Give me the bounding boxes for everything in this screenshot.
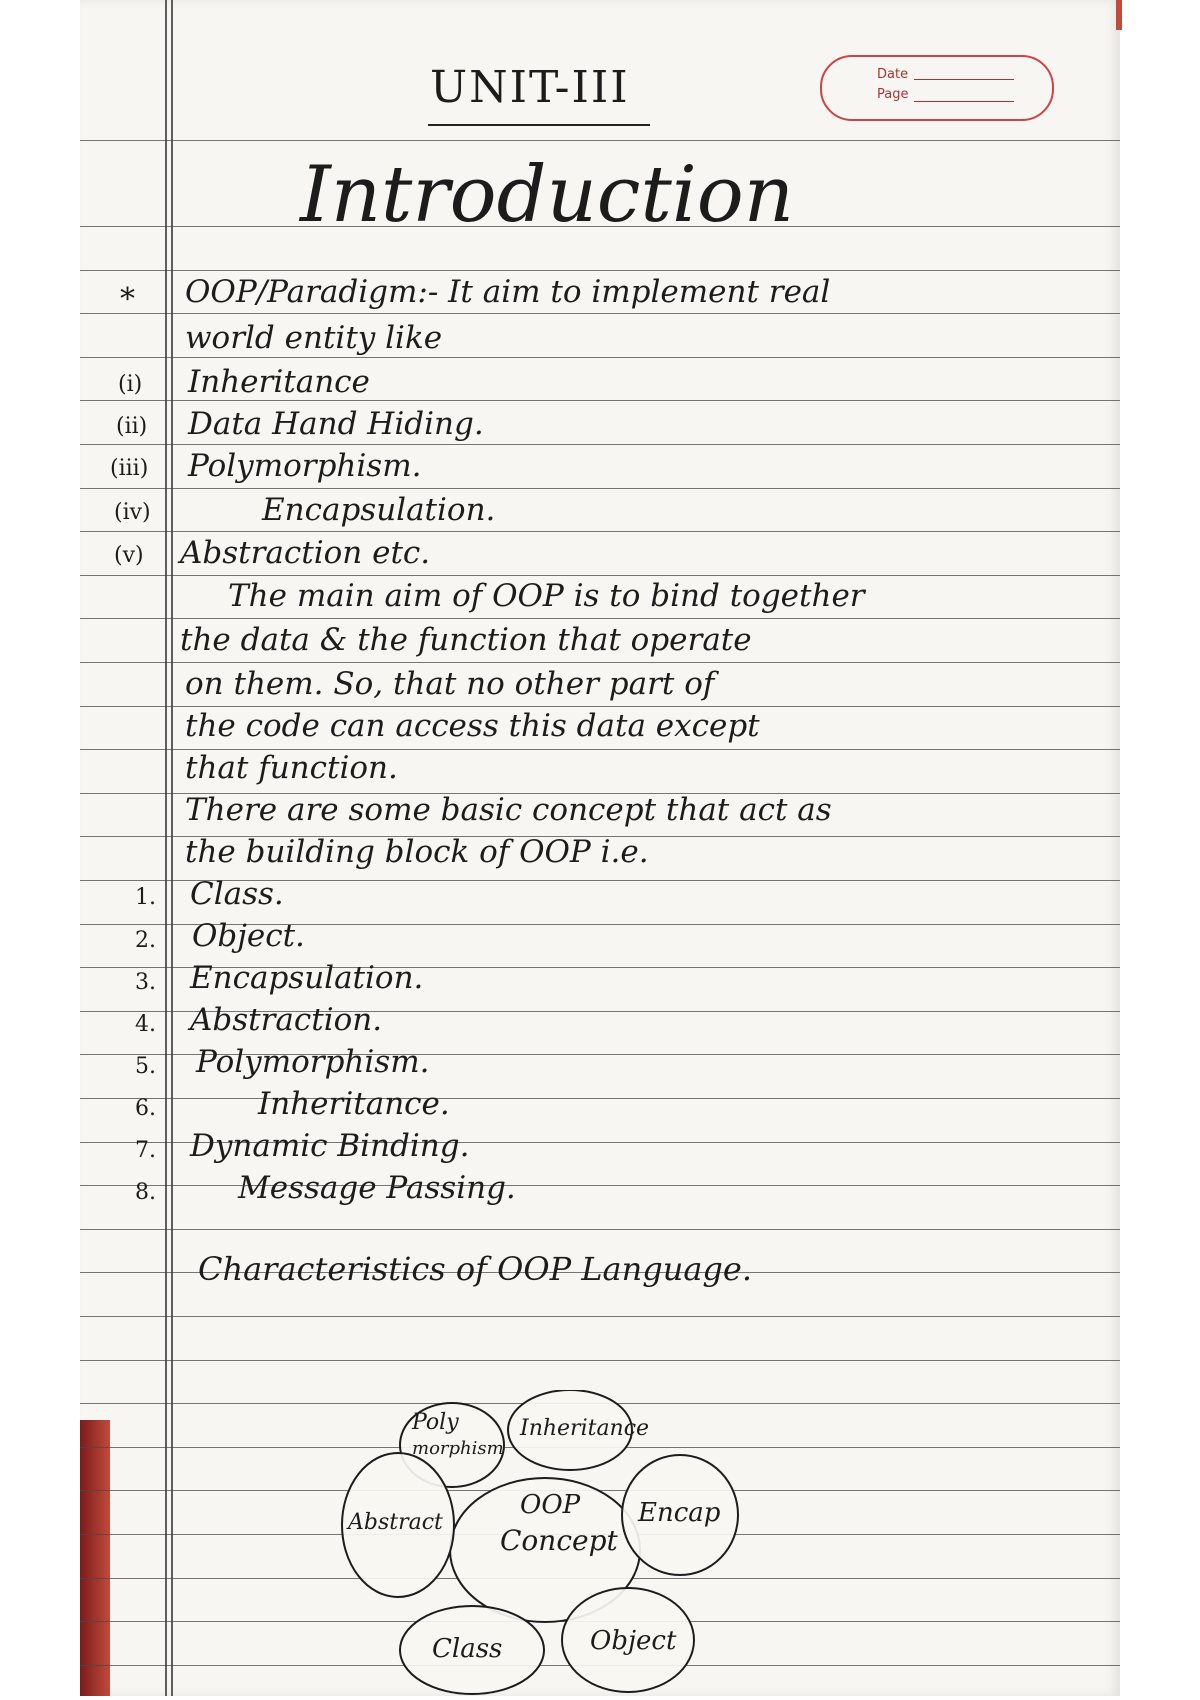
concept-item: Abstraction. — [190, 1002, 383, 1038]
ruled-line — [80, 444, 1120, 445]
ruled-line — [80, 575, 1120, 576]
paradigm-marker: (iii) — [110, 456, 149, 481]
bubble-label-encap: Encap — [638, 1498, 721, 1528]
bubble-label-class: Class — [432, 1634, 503, 1664]
center-label-concept: Concept — [500, 1524, 618, 1557]
bubble-label-abstract: Abstract — [348, 1510, 443, 1535]
center-label-oop: OOP — [520, 1490, 581, 1520]
paradigm-item: Polymorphism. — [188, 448, 422, 484]
ruled-line — [80, 1098, 1120, 1099]
paradigm-item: Inheritance — [188, 364, 370, 400]
concept-number: 5. — [135, 1054, 156, 1079]
concept-item: Object. — [192, 918, 305, 954]
date-line — [914, 79, 1014, 80]
oop-concept-diagram — [340, 1390, 800, 1696]
concept-number: 3. — [135, 970, 156, 995]
bubble-label-poly: Poly — [412, 1410, 459, 1435]
ruled-line — [80, 488, 1120, 489]
bubble-label-object: Object — [590, 1626, 677, 1656]
ruled-line — [80, 400, 1120, 401]
paragraph-2-line: There are some basic concept that act as — [185, 792, 832, 828]
paradigm-item: Encapsulation. — [262, 492, 496, 528]
ruled-line — [80, 662, 1120, 663]
paragraph-1-line: The main aim of OOP is to bind together — [228, 578, 865, 614]
paradigm-marker: (v) — [114, 543, 144, 568]
page-edge-shadow — [80, 1420, 110, 1696]
ruled-line — [80, 357, 1120, 358]
concept-number: 8. — [135, 1180, 156, 1205]
ruled-line — [80, 1185, 1120, 1186]
bubble-label-inheritance: Inheritance — [520, 1416, 650, 1441]
concept-item: Message Passing. — [238, 1170, 516, 1206]
bubble-label-morphism: morphism — [412, 1438, 504, 1459]
concept-item: Dynamic Binding. — [190, 1128, 470, 1164]
page-corner-edge — [1116, 0, 1122, 30]
ruled-line — [80, 706, 1120, 707]
concept-item: Polymorphism. — [196, 1044, 430, 1080]
paradigm-line-2: world entity like — [185, 320, 443, 356]
ruled-line — [80, 531, 1120, 532]
ruled-line — [80, 1316, 1120, 1317]
paragraph-1-line: on them. So, that no other part of — [185, 666, 715, 702]
concept-number: 2. — [135, 928, 156, 953]
characteristics-heading: Characteristics of OOP Language. — [198, 1250, 752, 1288]
paragraph-2-line: the building block of OOP i.e. — [185, 834, 649, 870]
paragraph-1-line: the code can access this data except — [185, 708, 760, 744]
ruled-line — [80, 313, 1120, 314]
date-label: Date — [877, 67, 909, 82]
paradigm-marker: (iv) — [114, 500, 151, 525]
ruled-line — [80, 618, 1120, 619]
ruled-line — [80, 140, 1120, 141]
concept-item: Inheritance. — [258, 1086, 450, 1122]
unit-title: UNIT-III — [430, 62, 630, 113]
date-page-box — [820, 55, 1054, 121]
paradigm-item: Data Hand Hiding. — [188, 406, 484, 442]
concept-item: Encapsulation. — [190, 960, 424, 996]
page-line — [914, 101, 1014, 102]
concept-number: 4. — [135, 1012, 156, 1037]
ruled-line — [80, 270, 1120, 271]
margin-line-left — [165, 0, 167, 1696]
ruled-line — [80, 1229, 1120, 1230]
paradigm-line-1: OOP/Paradigm:- It aim to implement real — [185, 274, 831, 310]
ruled-line — [80, 1360, 1120, 1361]
concept-number: 7. — [135, 1138, 156, 1163]
paradigm-item: Abstraction etc. — [180, 535, 431, 571]
paragraph-1-line: the data & the function that operate — [180, 622, 752, 658]
margin-line-right — [171, 0, 173, 1696]
paragraph-1-line: that function. — [185, 750, 398, 786]
paradigm-marker: (i) — [118, 372, 143, 397]
unit-title-underline — [428, 124, 650, 126]
paradigm-marker: (ii) — [116, 414, 148, 439]
paradigm-bullet: * — [120, 282, 135, 317]
concept-number: 6. — [135, 1096, 156, 1121]
page-label: Page — [877, 87, 909, 102]
page-title: Introduction — [300, 150, 794, 240]
concept-item: Class. — [190, 876, 284, 912]
concept-number: 1. — [135, 885, 156, 910]
